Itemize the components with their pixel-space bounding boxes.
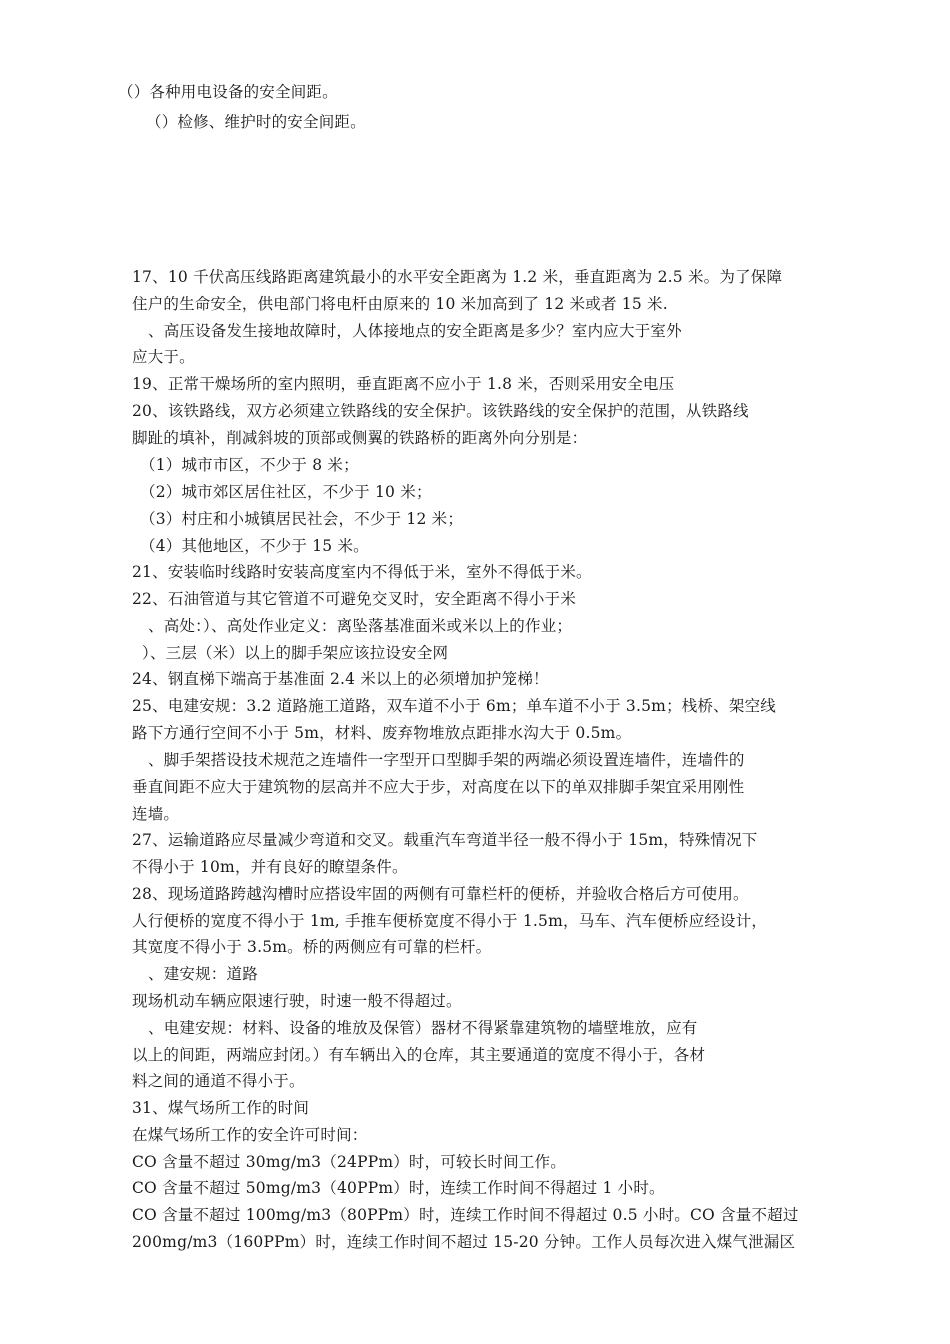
text-line: 垂直间距不应大于建筑物的层高并不应大于步，对高度在以下的单双排脚手架宜采用刚性 — [132, 778, 745, 796]
text-line: 应大于。 — [132, 348, 195, 366]
text-line: 、建安规：道路 — [148, 965, 258, 983]
text-line: 31、煤气场所工作的时间 — [132, 1099, 310, 1117]
text-line: 21、安装临时线路时安装高度室内不得低于米，室外不得低于米。 — [132, 563, 592, 581]
text-line: 以上的间距，两端应封闭。）有车辆出入的仓库，其主要通道的宽度不得小于，各材 — [132, 1046, 706, 1064]
text-line: 在煤气场所工作的安全许可时间： — [132, 1126, 368, 1144]
text-line: 20、该铁路线，双方必须建立铁路线的安全保护。该铁路线的安全保护的范围，从铁路线 — [132, 402, 749, 420]
text-line: 22、石油管道与其它管道不可避免交叉时，安全距离不得小于米 — [132, 590, 577, 608]
text-line: 200mg/m3（160PPm）时，连续工作时间不超过 15-20 分钟。工作人员每次进入煤气泄漏区 — [132, 1233, 796, 1251]
text-line: 24、钢直梯下端高于基准面 2.4 米以上的必须增加护笼梯！ — [132, 670, 549, 688]
text-line: 、脚手架搭设技术规范之连墙件一字型开口型脚手架的两端必须设置连墙件，连墙件的 — [148, 751, 745, 769]
text-line: CO 含量不超过 50mg/m3（40PPm）时，连续工作时间不得超过 1 小时。 — [132, 1179, 665, 1197]
text-line: 不得小于 10m，并有良好的瞭望条件。 — [132, 858, 408, 876]
text-line: （）检修、维护时的安全间距。 — [146, 113, 366, 131]
text-line: 住户的生命安全，供电部门将电杆由原来的 10 米加高到了 12 米或者 15 米. — [132, 295, 668, 313]
text-line: （3）村庄和小城镇居民社会，不少于 12 米； — [140, 510, 464, 528]
text-line: （1）城市市区，不少于 8 米； — [140, 456, 359, 474]
text-line: 、高压设备发生接地故障时，人体接地点的安全距离是多少？室内应大于室外 — [148, 322, 682, 340]
text-line: 17、10 千伏高压线路距离建筑最小的水平安全距离为 1.2 米，垂直距离为 2.5 米。为了保障 — [132, 268, 783, 286]
text-line: （）各种用电设备的安全间距。 — [118, 83, 338, 101]
text-line: CO 含量不超过 30mg/m3（24PPm）时，可较长时间工作。 — [132, 1153, 566, 1171]
text-line: 其宽度不得小于 3.5m。桥的两侧应有可靠的栏杆。 — [132, 938, 492, 956]
text-line: 、高处：）、高处作业定义：离坠落基准面米或米以上的作业； — [148, 617, 573, 635]
text-line: 、电建安规：材料、设备的堆放及保管）器材不得紧靠建筑物的墙壁堆放，应有 — [148, 1019, 698, 1037]
text-line: 料之间的通道不得小于。 — [132, 1072, 305, 1090]
text-line: CO 含量不超过 100mg/m3（80PPm）时，连续工作时间不得超过 0.5 小时。CO 含量不超过 — [132, 1206, 799, 1224]
text-line: （4）其他地区，不少于 15 米。 — [140, 537, 369, 555]
text-line: （2）城市郊区居住社区，不少于 10 米； — [140, 483, 432, 501]
text-line: 人行便桥的宽度不得小于 1m, 手推车便桥宽度不得小于 1.5m，马车、汽车便桥应经设计， — [132, 912, 768, 930]
text-line: 19、正常干燥场所的室内照明，垂直距离不应小于 1.8 米，否则采用安全电压 — [132, 375, 675, 393]
text-line: 现场机动车辆应限速行驶，时速一般不得超过。 — [132, 992, 462, 1010]
text-line: 28、现场道路跨越沟槽时应搭设牢固的两侧有可靠栏杆的便桥，并验收合格后方可使用。 — [132, 885, 749, 903]
text-line: 25、电建安规：3.2 道路施工道路，双车道不小于 6m；单车道不小于 3.5m；栈桥、架空线 — [132, 697, 776, 715]
text-line: 路下方通行空间不小于 5m，材料、废弃物堆放点距排水沟大于 0.5m。 — [132, 724, 632, 742]
text-line: 27、运输道路应尽量减少弯道和交叉。载重汽车弯道半径一般不得小于 15m，特殊情况下 — [132, 831, 758, 849]
text-line: 脚趾的填补，削减斜坡的顶部或侧翼的铁路桥的距离外向分别是： — [132, 429, 588, 447]
text-line: 连墙。 — [132, 805, 180, 823]
text-line: ）、三层（米）以上的脚手架应该拉设安全网 — [142, 644, 449, 662]
